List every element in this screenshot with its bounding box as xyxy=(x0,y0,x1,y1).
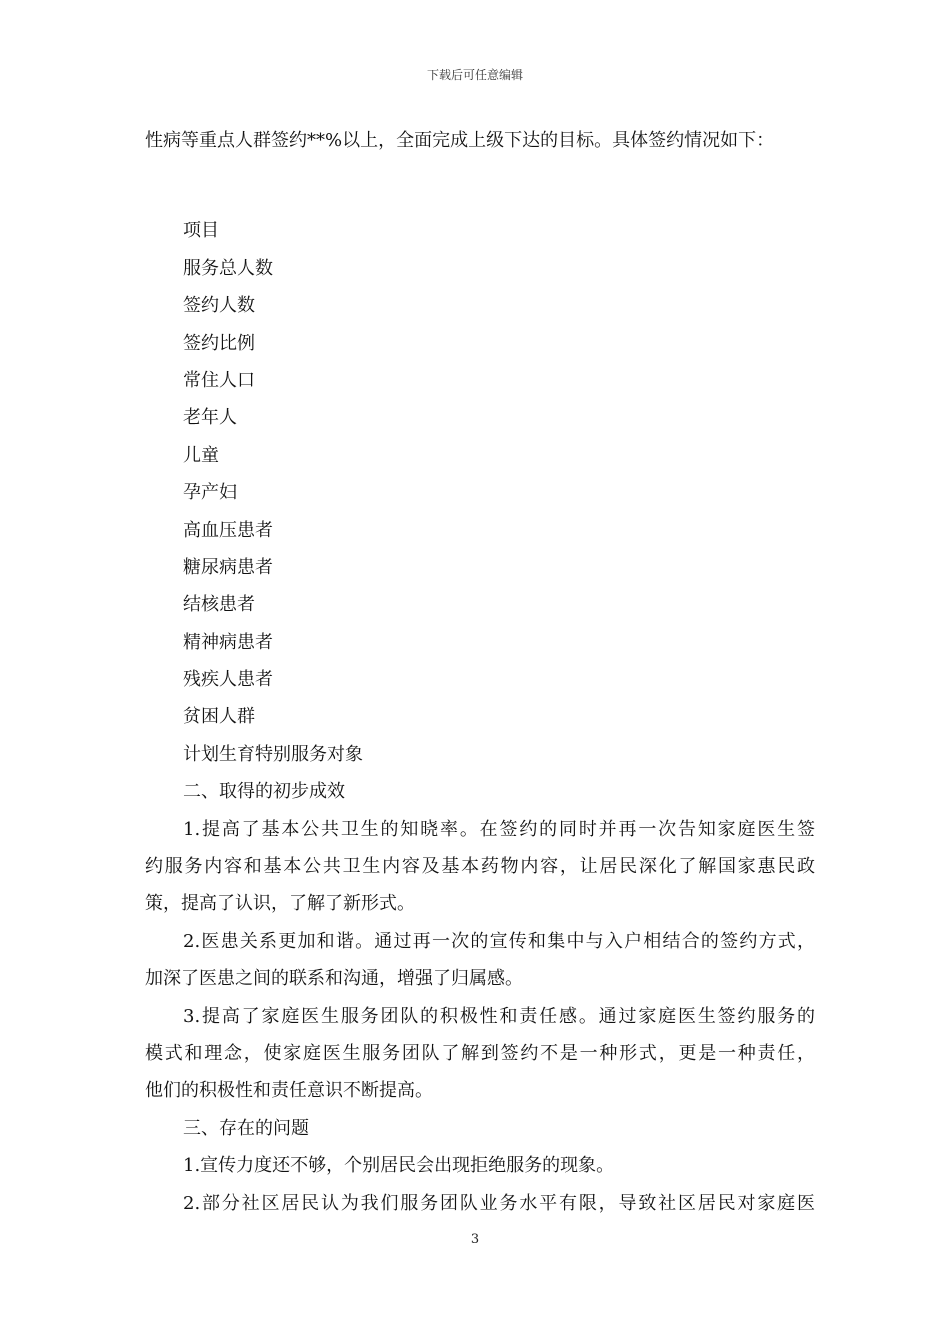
section-heading-results: 二、取得的初步成效 xyxy=(183,781,345,803)
paragraph-line: 1.提高了基本公共卫生的知晓率。在签约的同时并再一次告知家庭医生签 xyxy=(183,818,815,840)
table-item: 残疾人患者 xyxy=(183,669,273,691)
table-item: 签约比例 xyxy=(183,332,255,354)
paragraph-line: 加深了医患之间的联系和沟通，增强了归属感。 xyxy=(145,968,523,990)
paragraph-line: 模式和理念，使家庭医生服务团队了解到签约不是一种形式，更是一种责任， xyxy=(145,1042,815,1064)
paragraph-line: 1.宣传力度还不够，个别居民会出现拒绝服务的现象。 xyxy=(183,1155,615,1177)
paragraph-line: 3.提高了家庭医生服务团队的积极性和责任感。通过家庭医生签约服务的 xyxy=(183,1005,815,1027)
spacer xyxy=(145,159,815,212)
page-number: 3 xyxy=(470,1232,480,1247)
table-item: 孕产妇 xyxy=(183,482,237,504)
table-item: 常住人口 xyxy=(183,369,255,391)
paragraph-line: 他们的积极性和责任意识不断提高。 xyxy=(145,1080,433,1102)
table-item: 精神病患者 xyxy=(183,631,273,653)
intro-line: 性病等重点人群签约**%以上，全面完成上级下达的目标。具体签约情况如下： xyxy=(145,130,775,151)
paragraph-line: 2.部分社区居民认为我们服务团队业务水平有限，导致社区居民对家庭医 xyxy=(183,1192,815,1214)
paragraph-line: 策，提高了认识，了解了新形式。 xyxy=(145,893,415,915)
table-item: 高血压患者 xyxy=(183,519,273,541)
table-item: 糖尿病患者 xyxy=(183,556,273,578)
paragraph-line: 2.医患关系更加和谐。通过再一次的宣传和集中与入户相结合的签约方式， xyxy=(183,930,815,952)
table-item: 服务总人数 xyxy=(183,257,273,279)
table-item: 计划生育特别服务对象 xyxy=(183,743,363,765)
table-item: 签约人数 xyxy=(183,295,255,317)
table-item: 儿童 xyxy=(183,444,219,466)
table-item: 项目 xyxy=(183,220,219,242)
table-item: 结核患者 xyxy=(183,594,255,616)
paragraph-line: 约服务内容和基本公共卫生内容及基本药物内容，让居民深化了解国家惠民政 xyxy=(145,856,815,878)
table-item: 老年人 xyxy=(183,407,237,429)
document-body xyxy=(145,122,815,1222)
page-header: 下载后可任意编辑 xyxy=(426,68,523,82)
section-heading-problems: 三、存在的问题 xyxy=(183,1117,309,1139)
table-item: 贫困人群 xyxy=(183,706,255,728)
